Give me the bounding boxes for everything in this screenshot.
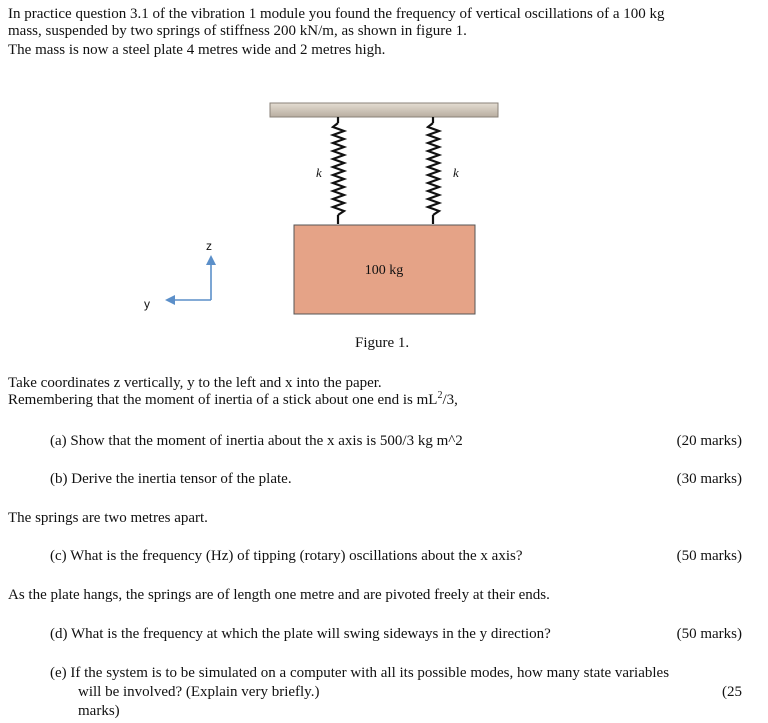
axis-z-label: z [206, 239, 212, 253]
coords-line-2-pre: Remembering that the moment of inertia of a stick about one end is mL [8, 392, 438, 408]
question-e-marks-1: (25 [722, 684, 742, 700]
intro-line-2: mass, suspended by two springs of stiffness 200 kN/m, as shown in figure 1. [8, 23, 467, 39]
figure-caption: Figure 1. [355, 335, 410, 351]
spring-label-right: k [453, 165, 459, 180]
question-b-marks: (30 marks) [676, 471, 742, 487]
question-a: (a) Show that the moment of inertia about the x axis is 500/3 kg m^2 [50, 433, 463, 449]
question-c-marks: (50 marks) [676, 548, 742, 564]
spring-mass-figure [144, 95, 530, 330]
mass-label: 100 kg [364, 263, 404, 278]
coords-line-2-sup: 2 [437, 390, 443, 401]
question-d-marks: (50 marks) [676, 626, 742, 642]
coords-line-1: Take coordinates z vertically, y to the left and x into the paper. [8, 375, 382, 391]
ceiling-bar [270, 103, 498, 117]
question-a-marks: (20 marks) [676, 433, 742, 449]
question-c: (c) What is the frequency (Hz) of tipping (rotary) oscillations about the x axis? [50, 548, 523, 564]
left-spring [333, 117, 344, 224]
question-d: (d) What is the frequency at which the plate will swing sideways in the y direction? [50, 626, 551, 642]
springs-apart-text: The springs are two metres apart. [8, 510, 208, 526]
coords-line-2-post: /3, [442, 392, 458, 408]
question-e-line-1: (e) If the system is to be simulated on a computer with all its possible modes, how many state variables [50, 665, 670, 681]
right-spring [428, 117, 439, 224]
hang-text: As the plate hangs, the springs are of length one metre and are pivoted freely at their ends. [8, 587, 550, 603]
question-b: (b) Derive the inertia tensor of the plate. [50, 471, 292, 487]
axis-arrows [165, 255, 216, 305]
question-e-marks-2: marks) [78, 703, 120, 719]
axis-y-label: y [144, 297, 150, 311]
question-e-line-2: will be involved? (Explain very briefly.) [78, 684, 320, 700]
intro-line-1: In practice question 3.1 of the vibration 1 module you found the frequency of vertical oscillations of a 100 kg [8, 6, 665, 22]
intro-line-3: The mass is now a steel plate 4 metres wide and 2 metres high. [8, 42, 386, 58]
coords-line-2 [8, 392, 458, 409]
spring-label-left: k [316, 165, 322, 180]
